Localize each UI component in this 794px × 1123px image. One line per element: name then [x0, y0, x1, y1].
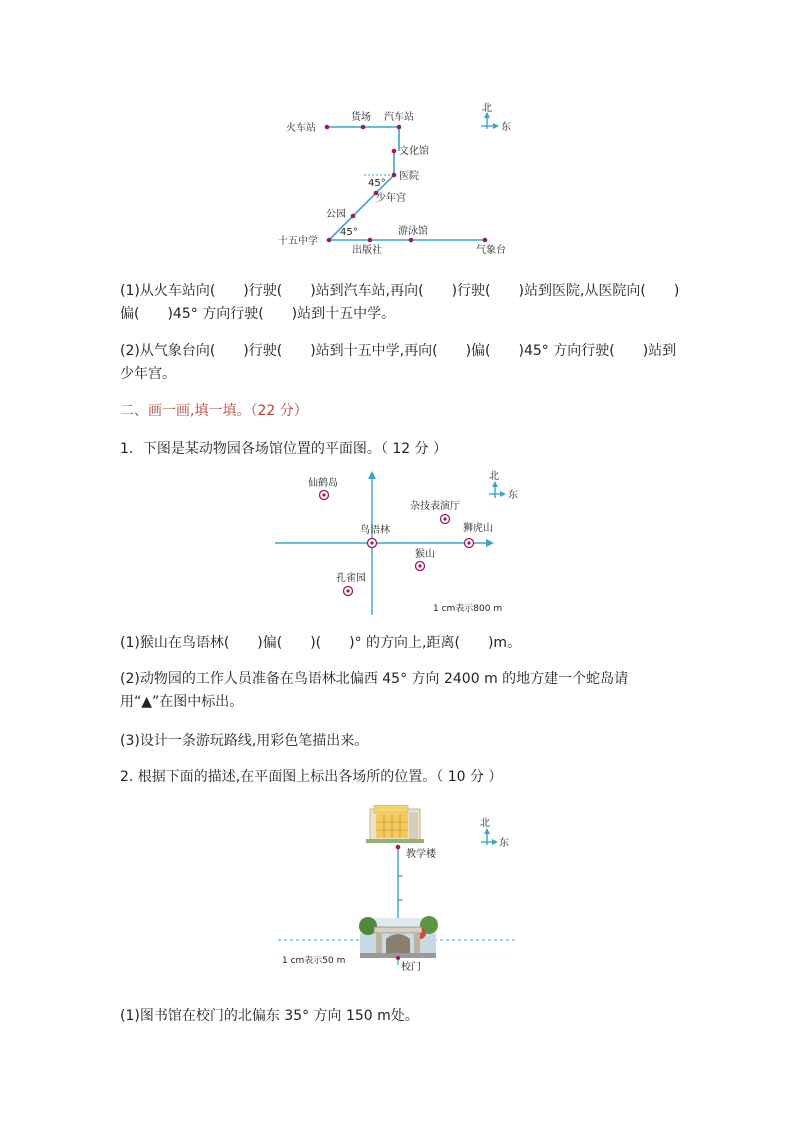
label-angle-top: 45° [368, 178, 386, 189]
label-school-15: 十五中学 [278, 236, 318, 247]
label-peacock-garden: 孔雀园 [336, 573, 366, 584]
teaching-building-image [366, 805, 424, 843]
label-teaching-building: 教学楼 [406, 849, 436, 860]
compass-icon [480, 817, 509, 849]
label-lion-tiger-hill: 狮虎山 [463, 523, 493, 534]
label-park: 公园 [326, 209, 346, 220]
zoo-scale: 1 cm表示800 m [433, 604, 503, 614]
compass-icon [489, 470, 518, 501]
svg-text:北: 北 [489, 471, 499, 482]
question-2-2: (2)动物园的工作人员准备在鸟语林北偏西 45° 方向 2400 m 的地方建一个蛇岛请用“▲”在图中标出。 [120, 671, 629, 710]
label-train-station: 火车站 [286, 123, 316, 134]
label-hospital: 医院 [399, 171, 419, 182]
question-2-1: (1)猴山在鸟语林( )偏( )( )° 的方向上,距离( )m。 [120, 635, 522, 651]
label-youth-palace: 少年宫 [376, 193, 406, 204]
school-scale: 1 cm表示50 m [282, 956, 346, 966]
label-school-gate: 校门 [401, 962, 421, 973]
label-monkey-hill: 猴山 [415, 549, 435, 560]
item-1-title: 1．下图是某动物园各场馆位置的平面图。（ 12 分 ） [120, 441, 448, 457]
label-culture-hall: 文化馆 [399, 146, 429, 157]
question-1-1: (1)从火车站向( )行驶( )站到汽车站,再向( )行驶( )站到医院,从医院向( )偏( )45° 方向行驶( )站到十五中学。 [120, 283, 680, 322]
label-publisher: 出版社 [352, 245, 382, 256]
label-weather-station: 气象台 [476, 245, 506, 256]
svg-text:东: 东 [501, 122, 511, 133]
svg-text:北: 北 [482, 103, 492, 114]
label-bird-forest: 鸟语林 [360, 525, 390, 536]
zoo-map [270, 465, 530, 620]
label-swimming-pool: 游泳馆 [398, 226, 428, 237]
label-angle-bottom: 45° [340, 227, 358, 238]
bus-route-map [270, 95, 530, 265]
school-map [270, 805, 530, 980]
question-2-3: (3)设计一条游玩路线,用彩色笔描出来。 [120, 733, 369, 749]
compass-icon [481, 102, 511, 133]
section-2-heading: 二、画一画,填一填。（22 分） [120, 403, 308, 419]
label-bus-station: 汽车站 [384, 112, 414, 123]
label-freight-yard: 货场 [351, 112, 371, 123]
item-2-title: 2. 根据下面的描述,在平面图上标出各场所的位置。（ 10 分 ） [120, 769, 503, 785]
svg-text:东: 东 [508, 490, 518, 501]
school-gate-image [359, 916, 438, 958]
question-3-1: (1)图书馆在校门的北偏东 35° 方向 150 m处。 [120, 1008, 419, 1024]
label-acrobat-hall: 杂技表演厅 [410, 501, 460, 512]
label-crane-island: 仙鹤岛 [308, 478, 338, 489]
svg-text:东: 东 [499, 838, 509, 849]
svg-text:北: 北 [480, 818, 490, 829]
question-1-2: (2)从气象台向( )行驶( )站到十五中学,再向( )偏( )45° 方向行驶( )站到少年宫。 [120, 343, 677, 382]
